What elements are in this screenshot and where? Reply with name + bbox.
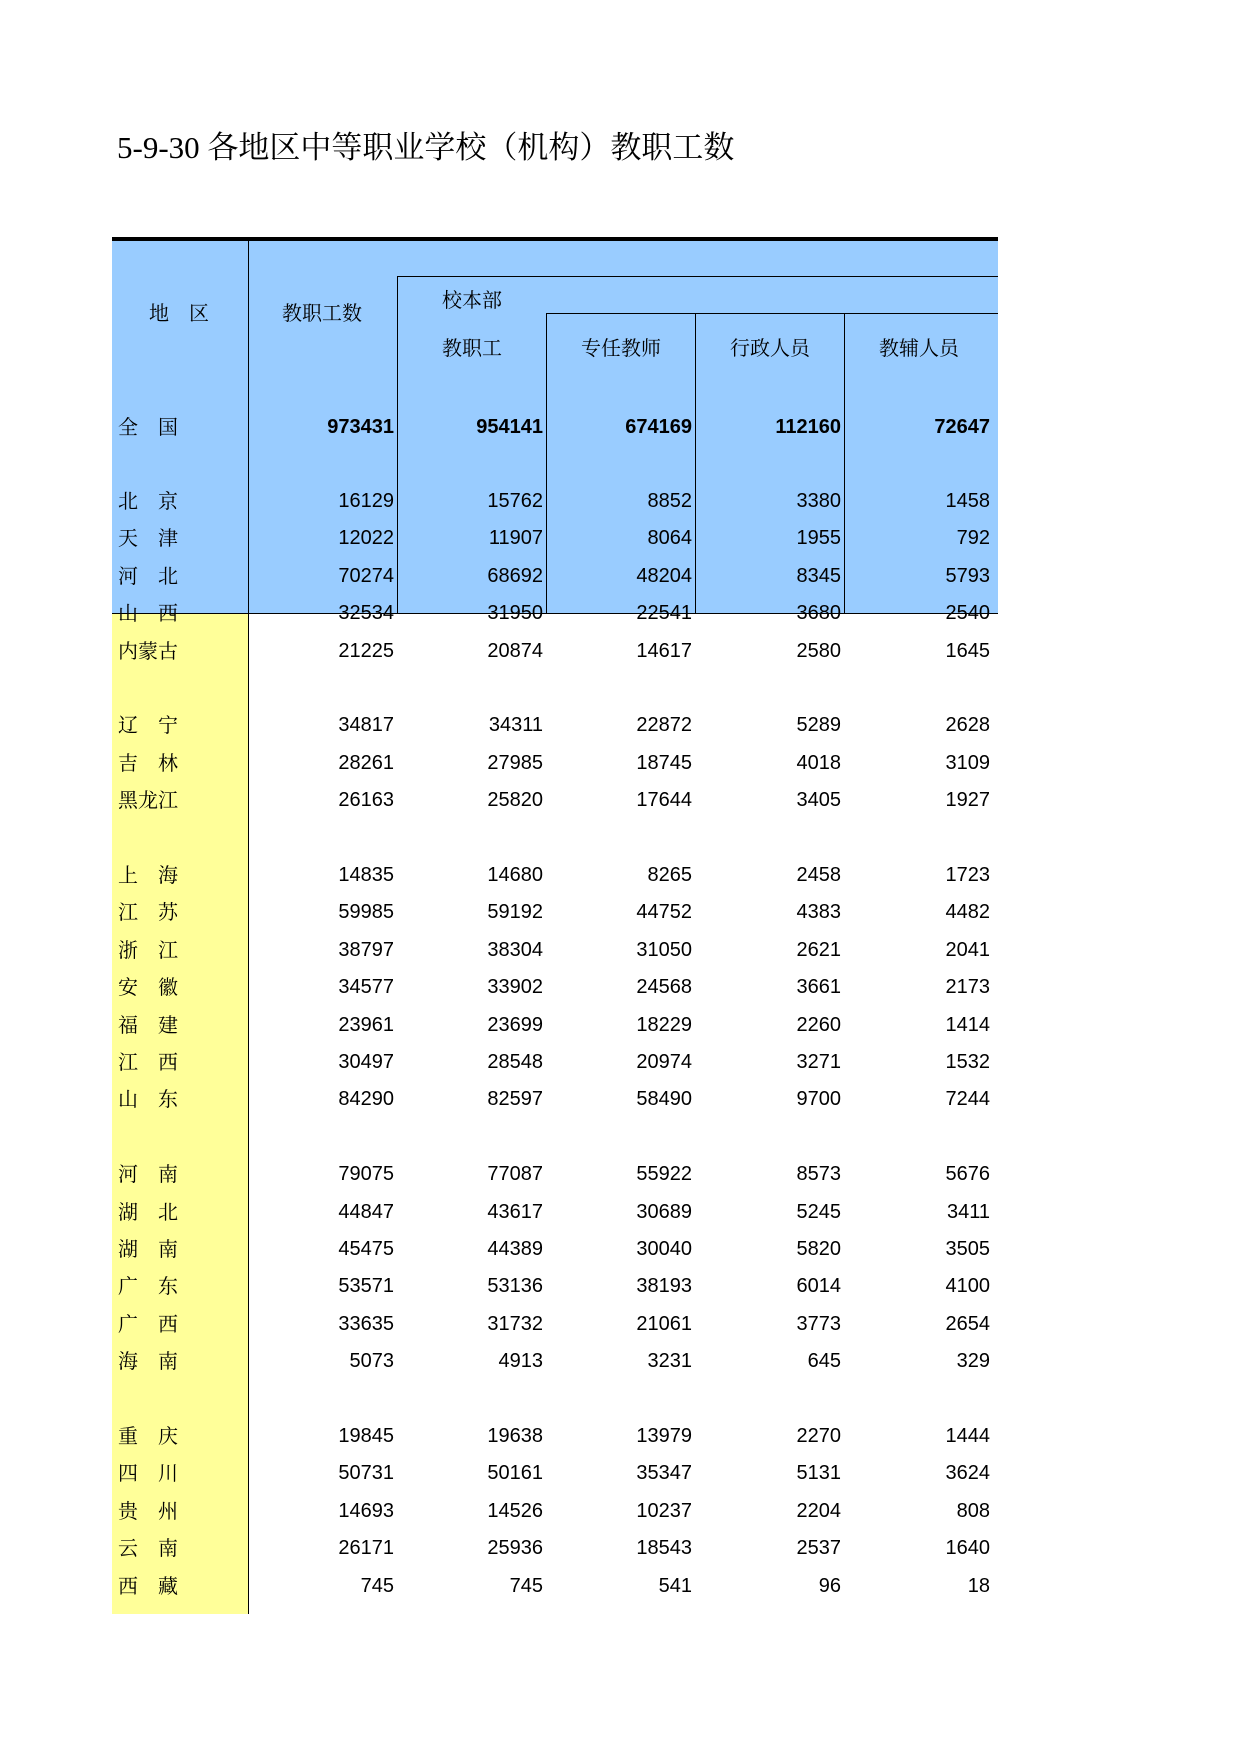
cell-admin-staff: 645 xyxy=(807,1350,841,1372)
cell-campus-staff: 745 xyxy=(509,1575,543,1597)
cell-teaching-aux: 2654 xyxy=(945,1313,990,1335)
table-row xyxy=(112,595,998,632)
cell-campus-staff: 31950 xyxy=(487,602,543,624)
cell-full-time-teachers: 21061 xyxy=(636,1313,692,1335)
region-name: 黑龙江 xyxy=(118,788,178,812)
table-row xyxy=(112,1343,998,1380)
region-name: 浙 江 xyxy=(118,938,178,962)
cell-full-time-teachers: 55922 xyxy=(636,1163,692,1185)
cell-total-staff: 70274 xyxy=(338,565,394,587)
cell-total-staff: 79075 xyxy=(338,1163,394,1185)
table-row xyxy=(112,969,998,1006)
cell-admin-staff: 3680 xyxy=(796,602,841,624)
cell-campus-staff: 14680 xyxy=(487,864,543,886)
cell-teaching-aux: 2173 xyxy=(945,976,990,998)
region-name: 河 北 xyxy=(118,564,178,588)
header-region: 地 区 xyxy=(149,301,209,325)
region-name: 湖 南 xyxy=(118,1237,178,1261)
region-name: 辽 宁 xyxy=(118,713,178,737)
region-name: 山 东 xyxy=(118,1087,178,1111)
staff-table xyxy=(112,237,998,1614)
cell-campus-staff: 15762 xyxy=(487,490,543,512)
cell-admin-staff: 4383 xyxy=(796,901,841,923)
cell-total-staff: 50731 xyxy=(338,1462,394,1484)
cell-campus-staff: 25820 xyxy=(487,789,543,811)
cell-campus-staff: 954141 xyxy=(476,416,543,438)
cell-full-time-teachers: 22872 xyxy=(636,714,692,736)
table-row xyxy=(112,1530,998,1567)
cell-total-staff: 33635 xyxy=(338,1313,394,1335)
region-name: 广 西 xyxy=(118,1312,178,1336)
cell-admin-staff: 8573 xyxy=(796,1163,841,1185)
cell-admin-staff: 4018 xyxy=(796,752,841,774)
cell-admin-staff: 5245 xyxy=(796,1201,841,1223)
cell-campus-staff: 59192 xyxy=(487,901,543,923)
cell-teaching-aux: 4100 xyxy=(945,1275,990,1297)
cell-total-staff: 745 xyxy=(360,1575,394,1597)
region-name: 上 海 xyxy=(118,863,178,887)
region-name: 重 庆 xyxy=(118,1424,178,1448)
cell-campus-staff: 34311 xyxy=(488,714,543,736)
cell-teaching-aux: 1414 xyxy=(945,1014,990,1036)
cell-teaching-aux: 7244 xyxy=(945,1088,990,1110)
cell-full-time-teachers: 30040 xyxy=(636,1238,692,1260)
cell-campus-staff: 25936 xyxy=(487,1537,543,1559)
cell-campus-staff: 27985 xyxy=(487,752,543,774)
region-name: 天 津 xyxy=(118,526,178,550)
table-row xyxy=(112,1455,998,1492)
cell-campus-staff: 53136 xyxy=(487,1275,543,1297)
cell-full-time-teachers: 18543 xyxy=(636,1537,692,1559)
cell-admin-staff: 3661 xyxy=(796,976,841,998)
cell-total-staff: 5073 xyxy=(349,1350,394,1372)
cell-total-staff: 16129 xyxy=(338,490,394,512)
cell-admin-staff: 3773 xyxy=(796,1313,841,1335)
cell-full-time-teachers: 8852 xyxy=(647,490,692,512)
table-row xyxy=(112,1156,998,1193)
cell-campus-staff: 31732 xyxy=(487,1313,543,1335)
cell-campus-staff: 44389 xyxy=(487,1238,543,1260)
cell-total-staff: 59985 xyxy=(338,901,394,923)
cell-admin-staff: 3405 xyxy=(796,789,841,811)
cell-teaching-aux: 1458 xyxy=(945,490,990,512)
cell-teaching-aux: 5793 xyxy=(945,565,990,587)
cell-teaching-aux: 808 xyxy=(956,1500,990,1522)
region-name: 海 南 xyxy=(118,1349,178,1373)
cell-campus-staff: 38304 xyxy=(487,939,543,961)
region-name: 四 川 xyxy=(118,1461,178,1485)
cell-full-time-teachers: 541 xyxy=(658,1575,692,1597)
region-name: 福 建 xyxy=(118,1013,178,1037)
region-name: 全 国 xyxy=(118,415,178,439)
cell-full-time-teachers: 3231 xyxy=(647,1350,692,1372)
table-row xyxy=(112,1568,998,1605)
region-name: 江 西 xyxy=(118,1050,178,1074)
cell-admin-staff: 9700 xyxy=(796,1088,841,1110)
cell-campus-staff: 19638 xyxy=(487,1425,543,1447)
table-row xyxy=(112,633,998,670)
region-name: 西 藏 xyxy=(118,1574,178,1598)
cell-full-time-teachers: 17644 xyxy=(636,789,692,811)
cell-full-time-teachers: 10237 xyxy=(636,1500,692,1522)
header-total-staff: 教职工数 xyxy=(282,301,362,325)
cell-campus-staff: 33902 xyxy=(487,976,543,998)
region-name: 河 南 xyxy=(118,1162,178,1186)
table-row xyxy=(112,745,998,782)
cell-total-staff: 19845 xyxy=(338,1425,394,1447)
cell-total-staff: 34577 xyxy=(338,976,394,998)
table-row xyxy=(112,932,998,969)
table-row xyxy=(112,894,998,931)
cell-teaching-aux: 3411 xyxy=(946,1201,990,1223)
cell-full-time-teachers: 18229 xyxy=(636,1014,692,1036)
cell-campus-staff: 68692 xyxy=(487,565,543,587)
region-name: 广 东 xyxy=(118,1274,178,1298)
cell-full-time-teachers: 44752 xyxy=(636,901,692,923)
cell-teaching-aux: 2041 xyxy=(945,939,990,961)
cell-teaching-aux: 329 xyxy=(956,1350,990,1372)
region-name: 山 西 xyxy=(118,601,178,625)
cell-full-time-teachers: 30689 xyxy=(636,1201,692,1223)
cell-teaching-aux: 3505 xyxy=(945,1238,990,1260)
cell-total-staff: 53571 xyxy=(338,1275,394,1297)
cell-full-time-teachers: 674169 xyxy=(625,416,692,438)
table-row xyxy=(112,520,998,557)
cell-admin-staff: 3380 xyxy=(796,490,841,512)
table-row xyxy=(112,857,998,894)
cell-total-staff: 14835 xyxy=(338,864,394,886)
cell-full-time-teachers: 22541 xyxy=(636,602,692,624)
table-row xyxy=(112,1081,998,1118)
cell-full-time-teachers: 35347 xyxy=(636,1462,692,1484)
cell-admin-staff: 5820 xyxy=(796,1238,841,1260)
cell-full-time-teachers: 31050 xyxy=(636,939,692,961)
cell-total-staff: 44847 xyxy=(338,1201,394,1223)
cell-total-staff: 21225 xyxy=(338,640,394,662)
cell-total-staff: 26171 xyxy=(338,1537,394,1559)
cell-teaching-aux: 18 xyxy=(967,1575,990,1597)
cell-total-staff: 12022 xyxy=(338,527,394,549)
divider xyxy=(397,276,998,277)
cell-total-staff: 28261 xyxy=(338,752,394,774)
table-row xyxy=(112,1306,998,1343)
header-campus-main: 校本部 xyxy=(442,288,502,312)
table-row xyxy=(112,1268,998,1305)
cell-full-time-teachers: 24568 xyxy=(636,976,692,998)
cell-total-staff: 34817 xyxy=(338,714,394,736)
table-row xyxy=(112,782,998,819)
table-row xyxy=(112,1418,998,1455)
cell-campus-staff: 77087 xyxy=(487,1163,543,1185)
cell-admin-staff: 2537 xyxy=(796,1537,841,1559)
cell-full-time-teachers: 20974 xyxy=(636,1051,692,1073)
cell-total-staff: 38797 xyxy=(338,939,394,961)
region-name: 贵 州 xyxy=(118,1499,178,1523)
header-admin-staff: 行政人员 xyxy=(730,336,810,360)
cell-total-staff: 32534 xyxy=(338,602,394,624)
cell-full-time-teachers: 14617 xyxy=(636,640,692,662)
cell-teaching-aux: 1640 xyxy=(945,1537,990,1559)
cell-teaching-aux: 4482 xyxy=(945,901,990,923)
cell-teaching-aux: 72647 xyxy=(934,416,990,438)
cell-full-time-teachers: 48204 xyxy=(636,565,692,587)
cell-teaching-aux: 5676 xyxy=(945,1163,990,1185)
cell-total-staff: 84290 xyxy=(338,1088,394,1110)
cell-admin-staff: 2458 xyxy=(796,864,841,886)
cell-admin-staff: 5289 xyxy=(796,714,841,736)
cell-teaching-aux: 3624 xyxy=(945,1462,990,1484)
cell-total-staff: 14693 xyxy=(338,1500,394,1522)
cell-teaching-aux: 792 xyxy=(956,527,990,549)
cell-campus-staff: 20874 xyxy=(487,640,543,662)
cell-admin-staff: 3271 xyxy=(796,1051,841,1073)
table-row xyxy=(112,1493,998,1530)
cell-admin-staff: 96 xyxy=(818,1575,841,1597)
cell-admin-staff: 5131 xyxy=(796,1462,841,1484)
table-row xyxy=(112,707,998,744)
table-row xyxy=(112,1007,998,1044)
cell-campus-staff: 50161 xyxy=(487,1462,543,1484)
page-title: 5-9-30 各地区中等职业学校（机构）教职工数 xyxy=(117,130,735,165)
header-campus-staff: 教职工 xyxy=(442,336,502,360)
divider xyxy=(546,313,998,314)
cell-total-staff: 23961 xyxy=(338,1014,394,1036)
cell-total-staff: 45475 xyxy=(338,1238,394,1260)
cell-admin-staff: 2621 xyxy=(796,939,841,961)
cell-teaching-aux: 1444 xyxy=(945,1425,990,1447)
cell-full-time-teachers: 13979 xyxy=(636,1425,692,1447)
header-full-time-teachers: 专任教师 xyxy=(581,336,661,360)
cell-admin-staff: 6014 xyxy=(796,1275,841,1297)
table-row xyxy=(112,1044,998,1081)
cell-admin-staff: 112160 xyxy=(775,416,841,438)
cell-full-time-teachers: 8064 xyxy=(647,527,692,549)
cell-teaching-aux: 1927 xyxy=(945,789,990,811)
cell-teaching-aux: 2628 xyxy=(945,714,990,736)
cell-campus-staff: 28548 xyxy=(487,1051,543,1073)
header-teaching-aux: 教辅人员 xyxy=(879,336,959,360)
cell-admin-staff: 2580 xyxy=(796,640,841,662)
cell-teaching-aux: 3109 xyxy=(945,752,990,774)
table-row xyxy=(112,1194,998,1231)
cell-admin-staff: 2204 xyxy=(796,1500,841,1522)
cell-full-time-teachers: 8265 xyxy=(647,864,692,886)
region-name: 湖 北 xyxy=(118,1200,178,1224)
cell-admin-staff: 2270 xyxy=(796,1425,841,1447)
table-row-national xyxy=(112,409,998,446)
cell-campus-staff: 43617 xyxy=(487,1201,543,1223)
region-name: 吉 林 xyxy=(118,751,178,775)
region-name: 江 苏 xyxy=(118,900,178,924)
cell-full-time-teachers: 38193 xyxy=(636,1275,692,1297)
cell-teaching-aux: 1645 xyxy=(945,640,990,662)
cell-teaching-aux: 1723 xyxy=(945,864,990,886)
cell-campus-staff: 14526 xyxy=(487,1500,543,1522)
cell-campus-staff: 11907 xyxy=(488,527,543,549)
cell-full-time-teachers: 58490 xyxy=(636,1088,692,1110)
table-row xyxy=(112,1231,998,1268)
region-name: 北 京 xyxy=(118,489,178,513)
table-row xyxy=(112,483,998,520)
cell-campus-staff: 82597 xyxy=(487,1088,543,1110)
cell-admin-staff: 1955 xyxy=(796,527,841,549)
cell-total-staff: 30497 xyxy=(338,1051,394,1073)
cell-campus-staff: 23699 xyxy=(487,1014,543,1036)
table-row xyxy=(112,558,998,595)
region-name: 安 徽 xyxy=(118,975,178,999)
region-name: 内蒙古 xyxy=(118,639,178,663)
cell-admin-staff: 2260 xyxy=(796,1014,841,1036)
cell-total-staff: 26163 xyxy=(338,789,394,811)
cell-full-time-teachers: 18745 xyxy=(636,752,692,774)
cell-total-staff: 973431 xyxy=(327,416,394,438)
region-name: 云 南 xyxy=(118,1536,178,1560)
cell-campus-staff: 4913 xyxy=(498,1350,543,1372)
cell-admin-staff: 8345 xyxy=(796,565,841,587)
cell-teaching-aux: 1532 xyxy=(945,1051,990,1073)
cell-teaching-aux: 2540 xyxy=(945,602,990,624)
